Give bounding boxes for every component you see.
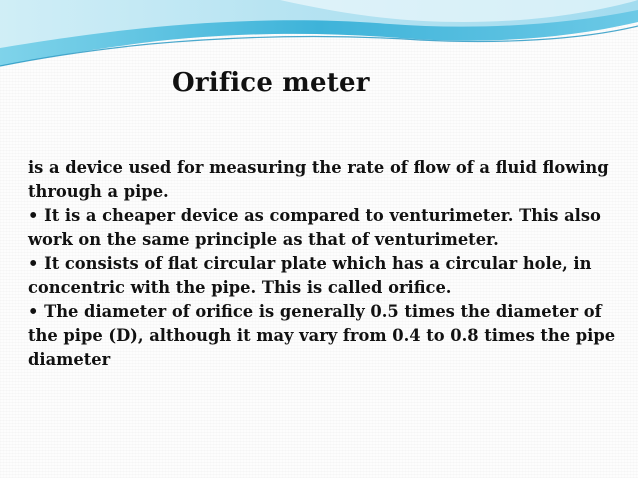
definition-paragraph: is a device used for measuring the rate of flow of a fluid flowing through a pipe. [28, 158, 609, 201]
bullet-paragraph: • The diameter of orifice is generally 0.5 times the diameter of the pipe (D), although it may vary from 0.4 to 0.8 times the pipe diameter [28, 302, 616, 369]
slide-body [28, 156, 618, 372]
slide-title: Orifice meter [172, 68, 370, 98]
bullet-paragraph: • It is a cheaper device as compared to venturimeter. This also work on the same principle as that of venturimeter. [28, 206, 601, 249]
bullet-paragraph: • It consists of flat circular plate which has a circular hole, in concentric with the pipe. This is called orifice. [28, 254, 592, 297]
